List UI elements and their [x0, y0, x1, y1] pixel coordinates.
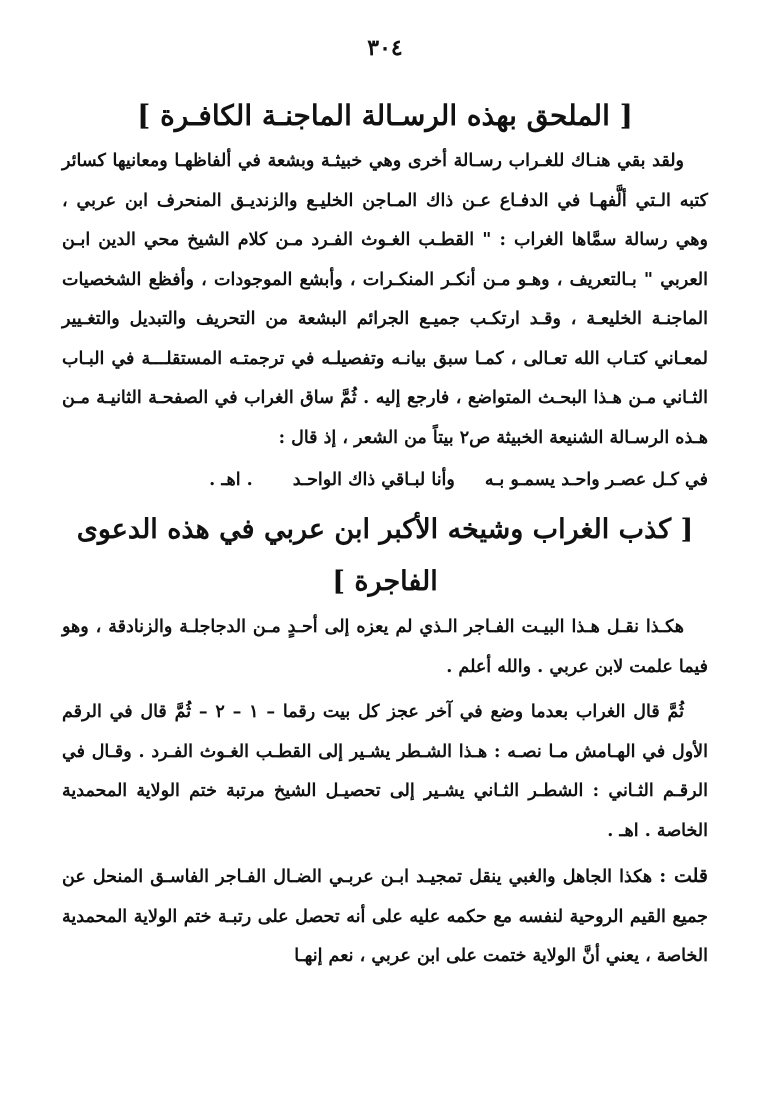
- heading-line-1: [ كذب الغراب وشيخه الأكبر ابن عربي في هذه الدعوى: [76, 514, 694, 545]
- section-heading-appendix: [ الملحق بهذه الرسـالة الماجنـة الكافـرة ]: [137, 99, 633, 132]
- paragraph-intro: ولقد بقي هنـاك للغـراب رسـالة أخرى وهي خبيثـة وبشعة في ألفاظهـا ومعانيها كسائر كتبه الـتي ألَّفهـا في الدفـاع عـن ذاك المـاجن الخليـع والزنديـق المنحرف ابن عربي ، وهي رسالة سمَّاها الغراب : " القطـب الغـوث الفـرد مـن كلام الشيخ محي الدين ابـن العربي " بـالتعريف ، وهـو مـن أنكـر المنكـرات ، وأبشع الموجودات ، وأفظع الشخصيات الماجنـة الخليعـة ، وقـد ارتكـب جميـع الجرائم البشعة من التحريف والتبديل والتغـيير لمعـاني كتـاب الله تعـالى ، كمـا سبق بيانـه وتفصيلـه في ترجمتـه المستقلـــة في البـاب الثـاني مـن هـذا البحـث المتواضع ، فارجع إليه . ثُمَّ ساق الغراب في الصفحـة الثانيـة مـن هـذه الرسـالة الشنيعة الخبيثة ص٢ بيتاً من الشعر ، إذ قال :: [62, 151, 708, 448]
- verse-end-mark: . اهـ .: [209, 470, 253, 490]
- paragraph-footnote-quote: ثُمَّ قال الغراب بعدما وضع في آخر عجز كل بيت رقما – ١ – ٢ – ثُمَّ قال في الرقم الأول في الهـامش مـا نصـه : هـذا الشـطر يشـير إلى القطـب الغـوث الفـرد . وقـال في الرقـم الثـاني : الشطـر الثـاني يشـير إلى تحصيـل الشيخ مرتبة ختم الولاية المحمدية الخاصة . اهـ .: [62, 702, 708, 841]
- verse-first-hemistich: في كـل عصـر واحـد يسمـو بـه: [484, 470, 708, 490]
- section-heading-refutation: [62, 504, 708, 608]
- qultu-label: قلت :: [659, 865, 708, 887]
- verse-second-hemistich: وأنا لبـاقي ذاك الواحـد: [292, 470, 455, 490]
- poem-verse: [62, 460, 708, 500]
- commentary-text: هكذا الجاهل والغبي ينقل تمجيـد ابـن عربـي الضـال الفـاجر الفاسـق المنحل عن جميع القيم الروحية لنفسه مع حكمه عليه على أنه تحصل على رتبـة ختم الولاية المحمدية الخاصة ، يعني أنَّ الولاية ختمت على ابن عربي ، نعم إنهـا: [62, 867, 708, 966]
- paragraph-commentary: [62, 857, 708, 977]
- paragraph-transmission: هكـذا نقـل هـذا البيـت الفـاجر الـذي لم يعزه إلى أحـدٍ مـن الدجاجلـة والزنادقة ، وهو فيما علمت لابن عربي . والله أعلم .: [62, 617, 708, 677]
- heading-line-2: الفاجرة ]: [332, 566, 438, 597]
- document-page: [62, 28, 708, 1078]
- page-number: ٣٠٤: [367, 35, 403, 61]
